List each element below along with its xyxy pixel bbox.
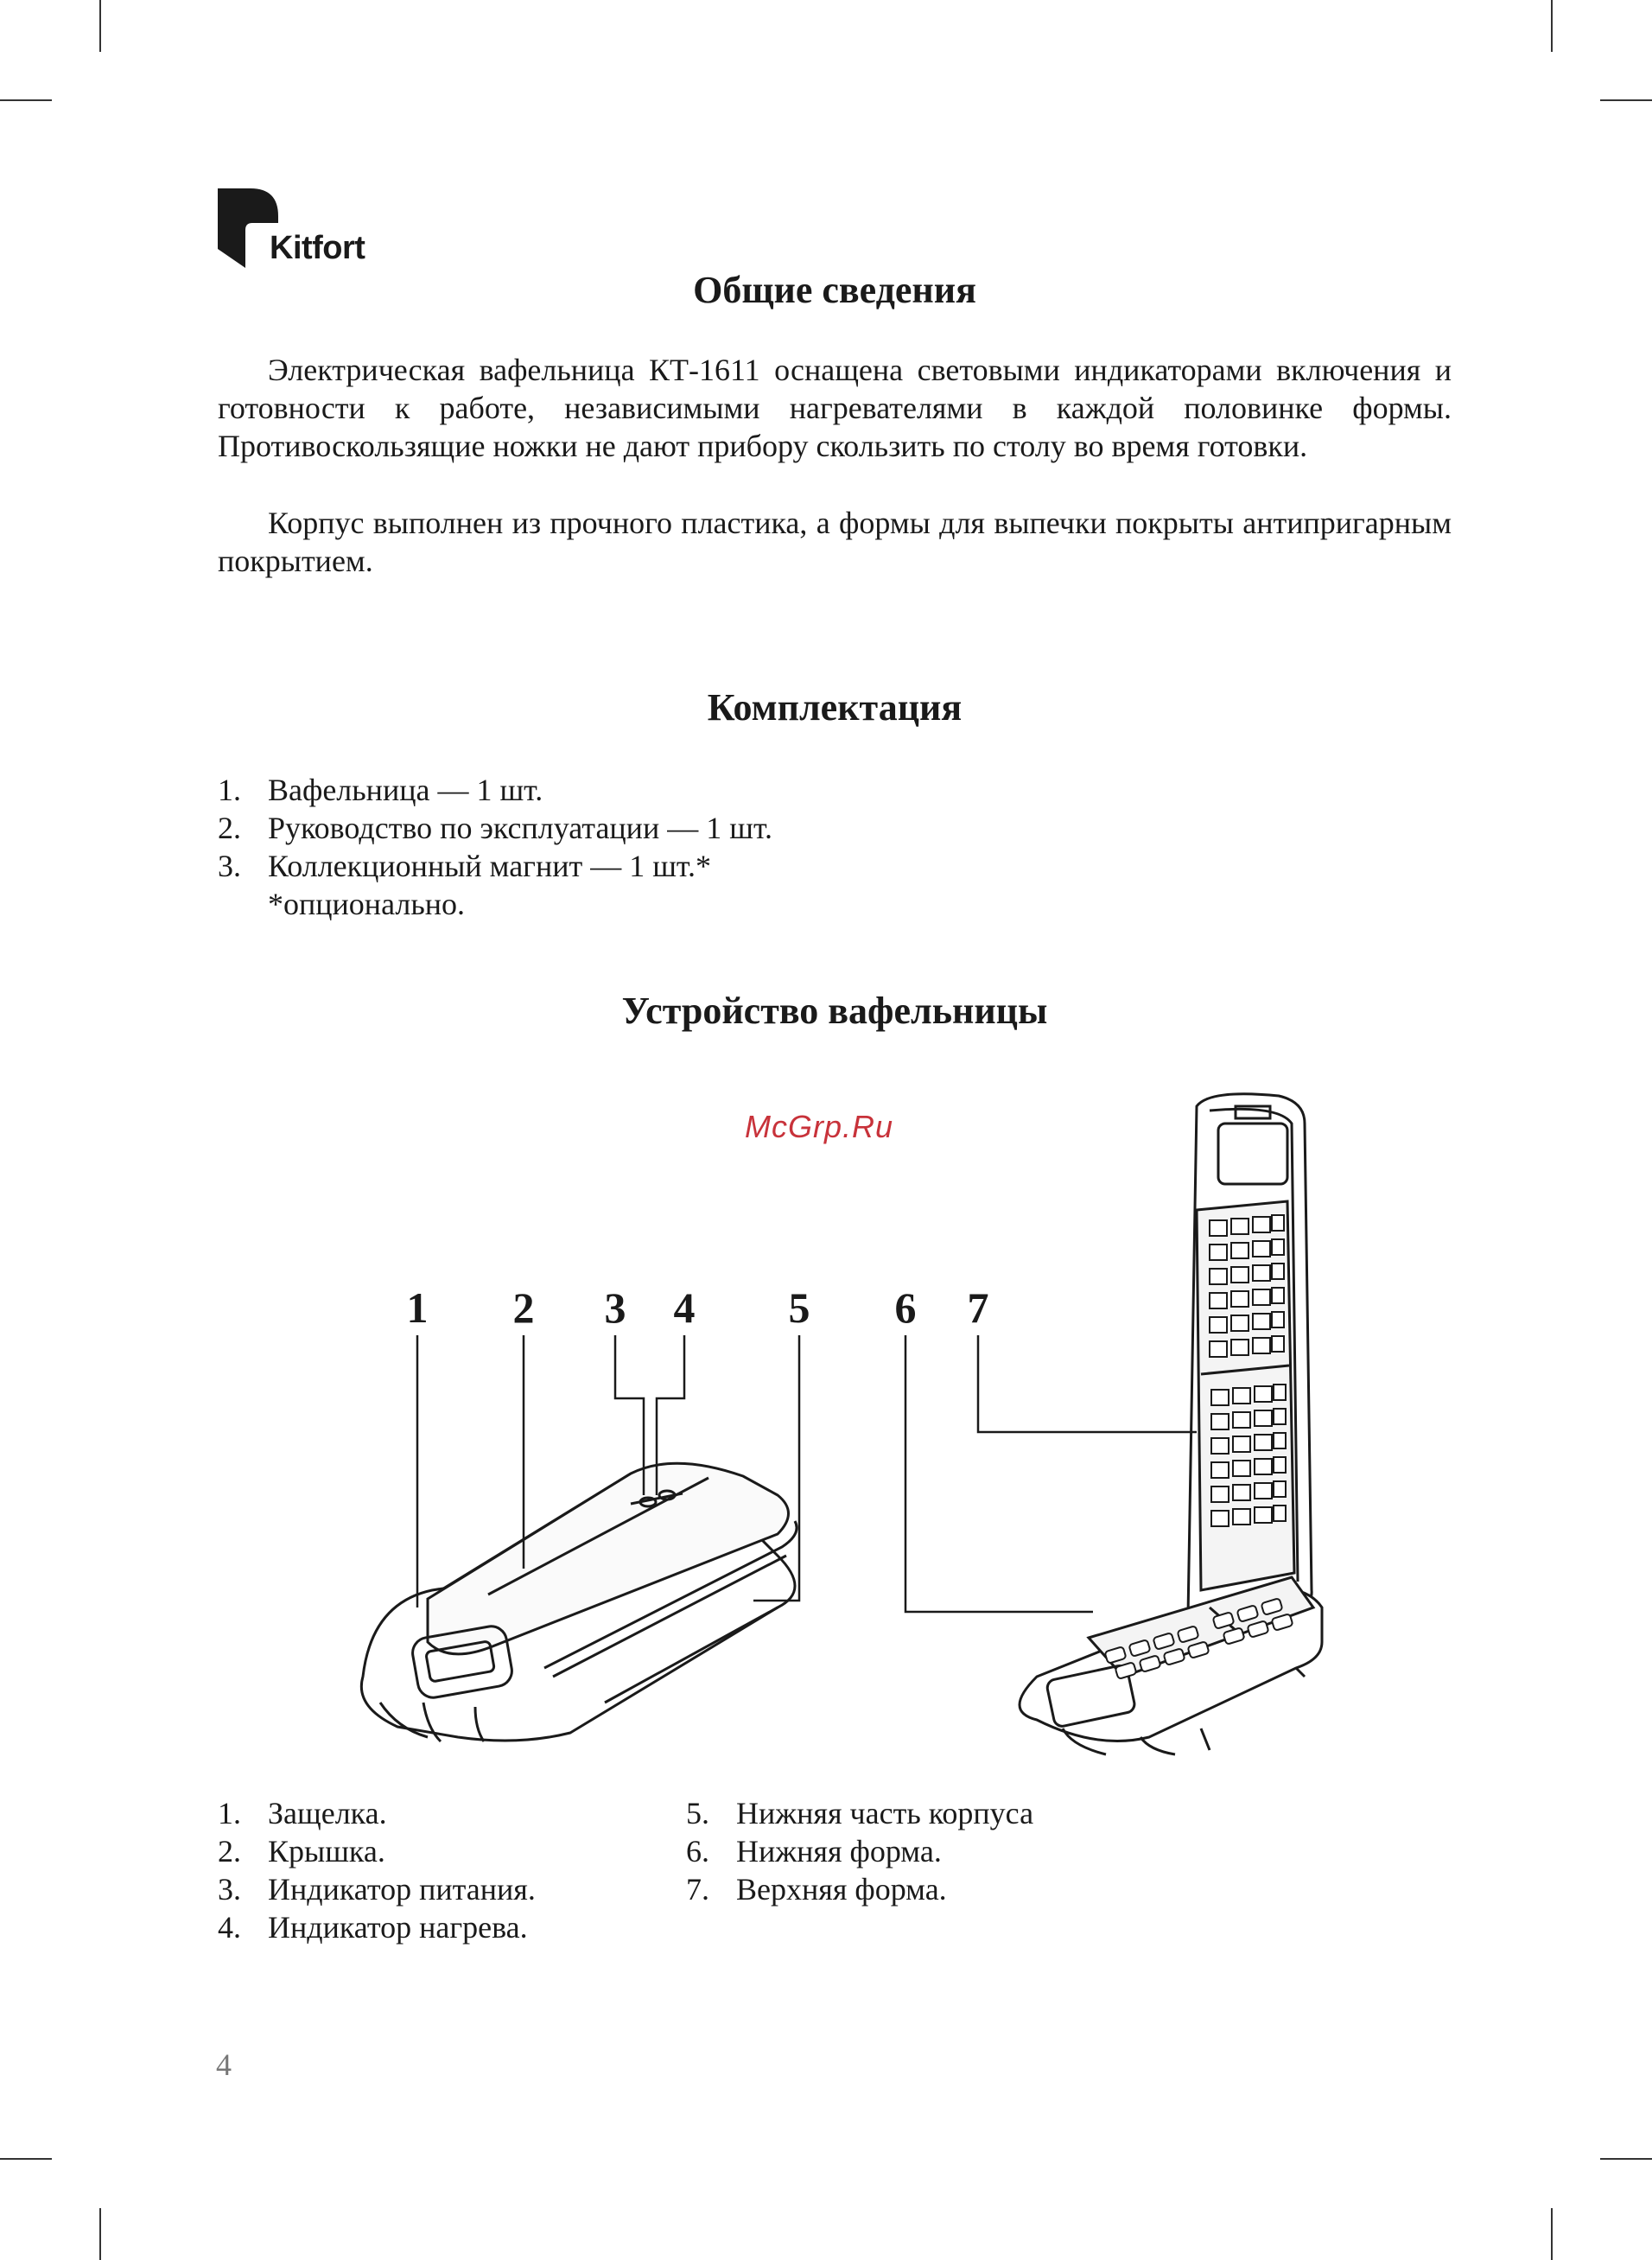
list-item: 4. Индикатор нагрева.: [218, 1910, 528, 1945]
callout-5: 5: [788, 1283, 810, 1332]
list-item: 2. Крышка.: [218, 1834, 385, 1868]
callout-7: 7: [967, 1283, 989, 1332]
crop-mark: [0, 2158, 52, 2160]
section-title-package: Комплектация: [707, 686, 963, 729]
list-item: 1. Защелка.: [218, 1796, 387, 1830]
crop-mark: [99, 2208, 101, 2260]
general-paragraph-1: Электрическая вафельница КТ-1611 оснащена световыми индикаторами включения и готовности к работе, независимыми нагревателями в каждой половинке формы. Противоскользящие ножки не дают прибору скользить по столу во время готовки.: [218, 353, 1452, 463]
callout-2: 2: [512, 1283, 535, 1332]
crop-mark: [1600, 99, 1652, 101]
callout-3: 3: [604, 1283, 626, 1332]
list-item: 7. Верхняя форма.: [686, 1872, 947, 1907]
watermark: McGrp.Ru: [745, 1109, 894, 1144]
callout-1: 1: [406, 1283, 429, 1332]
list-item: 3. Индикатор питания.: [218, 1872, 536, 1907]
list-item: 5. Нижняя часть корпуса: [686, 1796, 1034, 1830]
list-item: 3. Коллекционный магнит — 1 шт.*: [218, 849, 711, 883]
parts-list-right: [686, 1794, 1033, 1908]
list-item: 2. Руководство по эксплуатации — 1 шт.: [218, 811, 772, 845]
list-item: 1. Вафельница — 1 шт.: [218, 773, 543, 807]
brand-name: Kitfort: [270, 230, 365, 266]
callout-4: 4: [673, 1283, 696, 1332]
general-paragraph-2: Корпус выполнен из прочного пластика, а формы для выпечки покрыты антипригарным покрытием.: [218, 506, 1452, 578]
crop-mark: [99, 0, 101, 52]
waffle-maker-diagram: [346, 1072, 1331, 1763]
list-item: 6. Нижняя форма.: [686, 1834, 942, 1868]
package-note: *опционально.: [268, 887, 466, 921]
section-title-general: Общие сведения: [693, 269, 976, 311]
package-list: [218, 771, 772, 923]
parts-list-left: [218, 1794, 536, 1946]
crop-mark: [1551, 2208, 1553, 2260]
callout-6: 6: [894, 1283, 917, 1332]
crop-mark: [0, 99, 52, 101]
crop-mark: [1551, 0, 1553, 52]
crop-mark: [1600, 2158, 1652, 2160]
page-number: 4: [216, 2047, 232, 2082]
section-title-device: Устройство вафельницы: [621, 990, 1048, 1032]
